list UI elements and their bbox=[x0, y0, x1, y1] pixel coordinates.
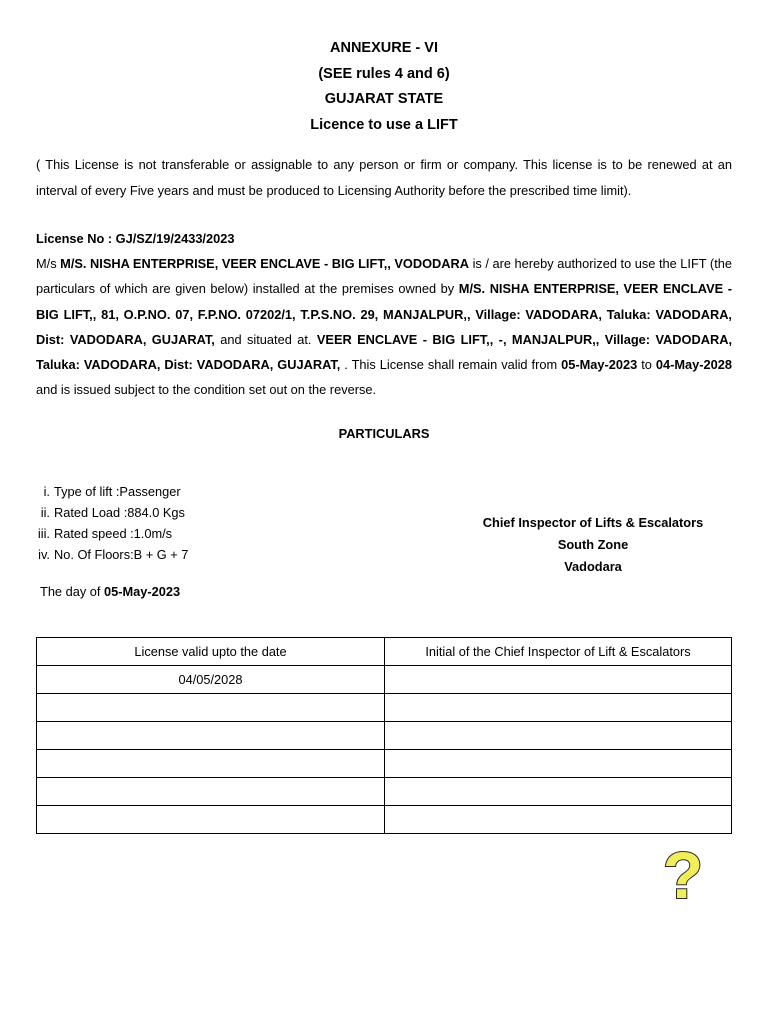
transferability-note: ( This License is not transferable or assignable to any person or firm or company. This license is to be renewed at an interval of every Five years and must be produced to Licensing Authority before the prescribed time limit). bbox=[36, 157, 732, 198]
license-number: License No : GJ/SZ/19/2433/2023 bbox=[36, 231, 235, 246]
valid-text: . This License shall remain valid from bbox=[340, 357, 562, 373]
owner-address: M/S. NISHA ENTERPRISE, VEER ENCLAVE - BIG LIFT,, 81, O.P.NO. 07, F.P.NO. 07202/1, T.P.S.NO. 29, MANJALPUR,, Village: VADODARA, Taluka: VADODARA, Dist: VADODARA, GUJARAT, bbox=[36, 281, 733, 347]
table-cell bbox=[37, 778, 385, 806]
location-address: VEER ENCLAVE - BIG LIFT,, -, MANJALPUR,, Village: VADODARA, Taluka: VADODARA, Dist: VADODARA, GUJARAT, bbox=[36, 331, 733, 373]
situated-text: and situated at. bbox=[214, 331, 317, 347]
prefix-text: M/s bbox=[36, 256, 61, 271]
authorized-text: is / are hereby authorized to use the LIFT (the particulars of which are given below) installed at the premises owned by bbox=[36, 256, 732, 297]
question-mark-glyph: ? bbox=[662, 838, 704, 906]
table-cell bbox=[385, 666, 732, 694]
authorization-paragraph bbox=[36, 251, 732, 403]
particulars-heading: PARTICULARS bbox=[338, 426, 430, 441]
validity-table bbox=[36, 637, 732, 834]
item-number: ii. bbox=[40, 505, 50, 520]
table-cell bbox=[37, 694, 385, 722]
table-cell bbox=[385, 750, 732, 778]
item-number: i. bbox=[43, 484, 50, 499]
table-cell bbox=[37, 750, 385, 778]
inspector-signature-block bbox=[468, 512, 718, 578]
table-cell bbox=[385, 806, 732, 834]
table-cell bbox=[37, 806, 385, 834]
to-text: to bbox=[637, 357, 656, 373]
state-name: GUJARAT STATE bbox=[324, 91, 444, 107]
table-row bbox=[37, 806, 732, 834]
document-header bbox=[0, 36, 768, 138]
item-text: No. Of Floors:B + G + 7 bbox=[54, 547, 189, 562]
valid-from-date: 05-May-2023 bbox=[561, 357, 638, 373]
item-number: iii. bbox=[37, 526, 50, 541]
inspector-title: Chief Inspector of Lifts & Escalators bbox=[482, 515, 704, 530]
inspector-city: Vadodara bbox=[564, 559, 622, 574]
day-date: 05-May-2023 bbox=[104, 584, 181, 599]
table-row bbox=[37, 722, 732, 750]
table-row bbox=[37, 666, 732, 694]
list-item bbox=[28, 523, 188, 544]
licence-title: Licence to use a LIFT bbox=[310, 116, 458, 133]
column-header-valid-upto: License valid upto the date bbox=[37, 638, 385, 666]
question-mark-icon bbox=[658, 838, 708, 906]
item-text: Rated Load :884.0 Kgs bbox=[54, 505, 185, 520]
item-text: Rated speed :1.0m/s bbox=[54, 526, 173, 541]
item-number: iv. bbox=[38, 547, 50, 562]
table-row bbox=[37, 694, 732, 722]
licensee-name: M/S. NISHA ENTERPRISE, VEER ENCLAVE - BIG LIFT,, VODODARA bbox=[60, 256, 470, 271]
issue-day bbox=[40, 582, 180, 602]
item-text: Type of lift :Passenger bbox=[54, 484, 181, 499]
table-row bbox=[37, 750, 732, 778]
list-item bbox=[28, 481, 188, 502]
particulars-list bbox=[28, 481, 188, 565]
issued-text: and is issued subject to the condition set out on the reverse. bbox=[36, 382, 377, 398]
rules-reference: (SEE rules 4 and 6) bbox=[318, 65, 450, 82]
table-cell bbox=[37, 722, 385, 750]
column-header-initial: Initial of the Chief Inspector of Lift & Escalators bbox=[385, 638, 732, 666]
valid-to-date: 04-May-2028 bbox=[655, 357, 732, 373]
table-cell bbox=[385, 778, 732, 806]
table-header-row bbox=[37, 638, 732, 666]
table-cell bbox=[385, 694, 732, 722]
annexure-title: ANNEXURE - VI bbox=[330, 40, 438, 56]
table-cell bbox=[385, 722, 732, 750]
inspector-zone: South Zone bbox=[557, 537, 629, 552]
list-item bbox=[28, 502, 188, 523]
table-row bbox=[37, 778, 732, 806]
list-item bbox=[28, 544, 188, 565]
day-label: The day of bbox=[40, 584, 105, 599]
table-cell: 04/05/2028 bbox=[37, 666, 385, 694]
